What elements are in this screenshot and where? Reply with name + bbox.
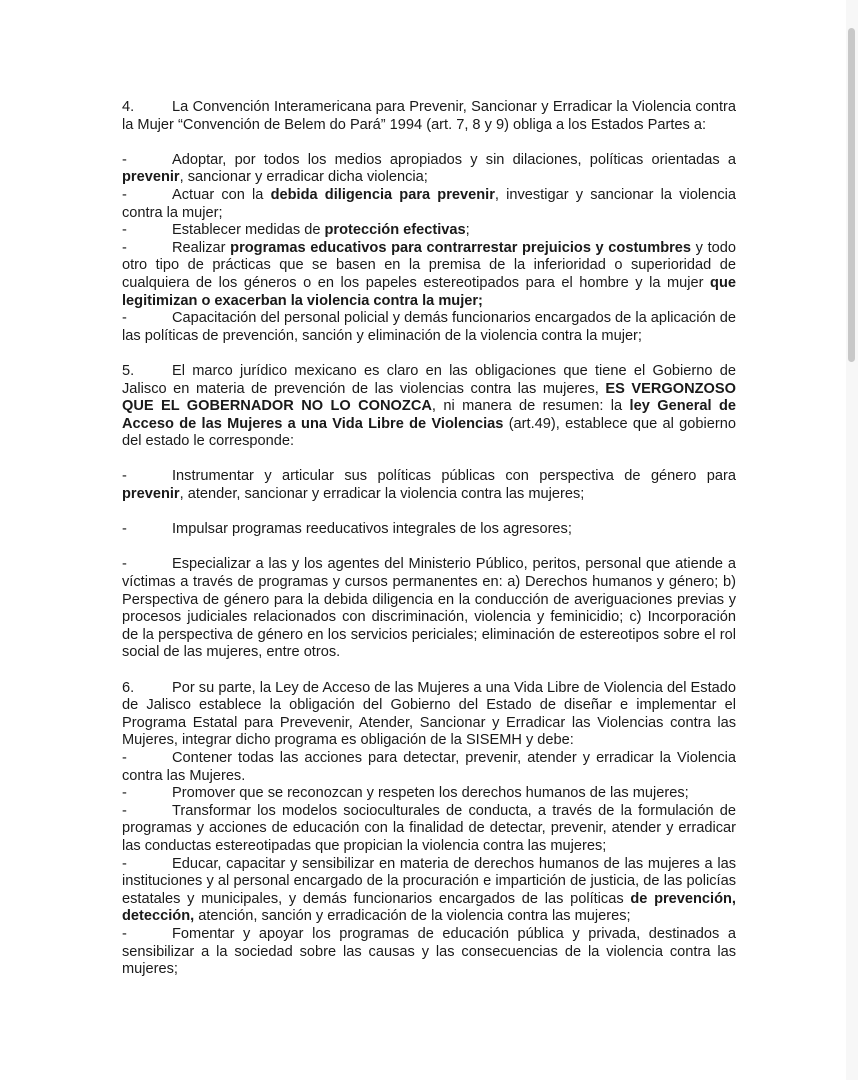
section-number: 4.	[122, 99, 135, 115]
list-item: - Instrumentar y articular sus políticas públicas con perspectiva de género para prevenir, atender, sancionar y erradicar la violencia contra las mujeres;	[122, 468, 736, 503]
list-item: - Fomentar y apoyar los programas de educación pública y privada, destinados a sensibilizar a la sociedad sobre las causas y las consecuencias de la violencia contra las mujeres;	[122, 925, 736, 978]
section-5-intro: 5. El marco jurídico mexicano es claro en las obligaciones que tiene el Gobierno de Jalisco en materia de prevención de las violencias contra las mujeres, ES VERGONZOSO QUE EL GOBERNADOR NO LO CONOZCA, ni manera de resumen: la ley General de Acceso de las Mujeres a una Vida Libre de Violencias (art.49), establece que al gobierno del estado le corresponde:	[122, 362, 736, 450]
list-item: - Promover que se reconozcan y respeten los derechos humanos de las mujeres;	[122, 785, 689, 802]
list-item: - Educar, capacitar y sensibilizar en materia de derechos humanos de las mujeres a las instituciones y al personal encargado de la procuración e impartición de justicia, de las policías estatales y municipales, y demás funcionarios encargados de las políticas de prevención, detección, atención, sanción y erradicación de la violencia contra las mujeres;	[122, 855, 736, 925]
bullet-dash: -	[122, 186, 127, 203]
bullet-dash: -	[122, 925, 127, 942]
list-item: - Impulsar programas reeducativos integrales de los agresores;	[122, 521, 572, 538]
list-item: - Capacitación del personal policial y demás funcionarios encargados de la aplicación de las políticas de prevención, sanción y eliminación de la violencia contra la mujer;	[122, 310, 736, 344]
list-item: - Actuar con la debida diligencia para prevenir, investigar y sancionar la violencia contra la mujer;	[122, 186, 736, 221]
bullet-dash: -	[122, 468, 127, 485]
bullet-dash: -	[122, 521, 127, 538]
list-item: - Transformar los modelos socioculturales de conducta, a través de la formulación de programas y acciones de educación con la finalidad de detectar, prevenir, atender y erradicar las conductas estereotipadas que propician la violencia contra las mujeres;	[122, 802, 736, 854]
bullet-dash: -	[122, 151, 127, 168]
bullet-dash: -	[122, 310, 127, 327]
list-item: - Especializar a las y los agentes del Ministerio Público, peritos, personal que atiende a víctimas a través de programas y cursos permanentes en: a) Derechos humanos y género; b) Perspectiva de género para la debida diligencia en la conducción de averiguaciones previas y procesos judiciales relacionados con discriminación, violencia y feminicidio; c) Incorporación de la perspectiva de género en los servicios periciales; eliminación de estereotipos sobre el rol social de las mujeres, entre otros.	[122, 556, 736, 661]
bullet-dash: -	[122, 556, 127, 573]
bullet-dash: -	[122, 239, 127, 256]
section-6-intro: 6. Por su parte, la Ley de Acceso de las Mujeres a una Vida Libre de Violencia del Estado de Jalisco establece la obligación del Gobierno del Estado de diseñar e implementar el Programa Estatal para Prevevenir, Atender, Sancionar y Erradicar las Violencias contra las Mujeres, integrar dicho programa es obligación de la SISEMH y debe:	[122, 679, 736, 749]
scrollbar-thumb[interactable]	[848, 28, 855, 362]
section-4-intro: 4. La Convención Interamericana para Prevenir, Sancionar y Erradicar la Violencia contra la Mujer “Convención de Belem do Pará” 1994 (art. 7, 8 y 9) obliga a los Estados Partes a:	[122, 99, 736, 133]
list-item: - Realizar programas educativos para contrarrestar prejuicios y costumbres y todo otro tipo de prácticas que se basen en la premisa de la inferioridad o superioridad de cualquiera de los géneros o en los papeles estereotipados para el hombre y la mujer que legitimizan o exacerban la violencia contra la mujer;	[122, 239, 736, 309]
bullet-dash: -	[122, 802, 127, 819]
list-item: - Adoptar, por todos los medios apropiados y sin dilaciones, políticas orientadas a prevenir, sancionar y erradicar dicha violencia;	[122, 151, 736, 186]
bullet-dash: -	[122, 785, 127, 802]
section-number: 6.	[122, 679, 135, 696]
list-item: - Establecer medidas de protección efectivas;	[122, 222, 470, 239]
bullet-dash: -	[122, 749, 127, 766]
section-number: 5.	[122, 362, 135, 379]
scrollbar-track[interactable]	[846, 0, 858, 1080]
list-item: - Contener todas las acciones para detectar, prevenir, atender y erradicar la Violencia contra las Mujeres.	[122, 749, 736, 784]
bullet-dash: -	[122, 222, 127, 239]
document-body	[122, 99, 736, 979]
bullet-dash: -	[122, 855, 127, 872]
